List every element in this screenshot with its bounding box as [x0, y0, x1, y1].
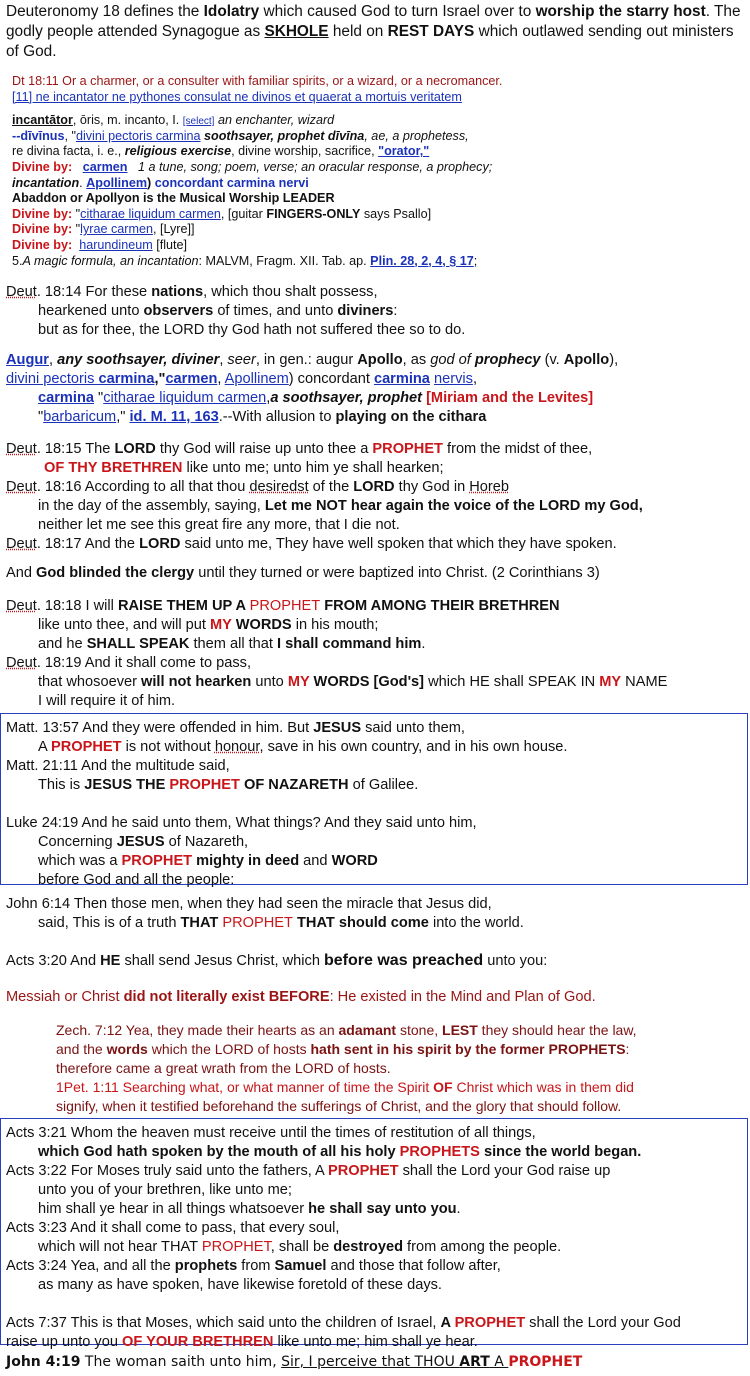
- deut-1814: Deut. 18:14 For these nations, which thou shalt possess, hearkened unto observers of times, and unto diviners: but as for thee, the LORD thy God hath not suffered thee so to do.: [6, 284, 466, 338]
- deut-1811-quote: Dt 18:11 Or a charmer, or a consulter with familiar spirits, or a wizard, or a necromancer.: [12, 74, 503, 88]
- lexicon-excerpt: Dt 18:11 Or a charmer, or a consulter with familiar spirits, or a wizard, or a necromancer. [11] ne incantator ne pythones consulat ne divinos et quaerat a mortuis veritatem incantātor, ōris, m. incanto, I. [select] an enchanter, wizard --dīvīnus, "divini pectoris carmina soothsayer, prophet dīvīna, ae, a prophetess, re divina facta, i. e., religious exercise, divine worship, sacrifice, "orator," Divine by: carmen 1 a tune, song; poem, verse; an oracular response, a prophecy; incantation. Apollinem) concordant carmina nervi Abaddon or Apollyon is the Musical Worship LEADER Divine by: "citharae liquidum carmen, [guitar FINGERS-ONLY says Psallo] Divine by: "lyrae carmen, [Lyre]] Divine by: harundineum [flute] 5.A magic formula, an incantation: MALVM, Fragm. XII. Tab. ap. Plin. 28, 2, 4, § 17;: [12, 74, 740, 269]
- messiah-note: Messiah or Christ did not literally exist BEFORE: He existed in the Mind and Plan of God.: [6, 989, 596, 1005]
- zech-1pet-quote: Zech. 7:12 Yea, they made their hearts as an adamant stone, LEST they should hear the law, and the words which the LORD of hosts hath sent in his spirit by the former PROPHETS: therefore came a great wrath from the LORD of hosts. 1Pet. 1:11 Searching what, or what manner of time the Spirit OF Christ which was in them did signify, when it testified beforehand the sufferings of Christ, and the glory that should follow.: [56, 1022, 637, 1114]
- acts-320: Acts 3:20 And HE shall send Jesus Christ, which before was preached unto you:: [6, 952, 548, 969]
- john-419: John 4:19 The woman saith unto him, Sir, I perceive that THOU ART A PROPHET: [6, 1354, 583, 1370]
- augur-lexicon: Augur, any soothsayer, diviner, seer, in gen.: augur Apollo, as god of prophecy (v. Apollo), divini pectoris carmina,"carmen, Apollinem) concordant carmina nervis, carmina "citharae liquidum carmen,a soothsayer, prophet [Miriam and the Levites] "barbaricum," id. M. 11, 163.--With allusion to playing on the cithara: [6, 352, 619, 425]
- blinded-clergy-note: And God blinded the clergy until they turned or were baptized into Christ. (2 Corinthians 3): [6, 565, 600, 581]
- deut-1818-1819: Deut. 18:18 I will RAISE THEM UP A PROPHET FROM AMONG THEIR BRETHREN like unto thee, and will put MY WORDS in his mouth; and he SHALL SPEAK them all that I shall command him. Deut. 18:19 And it shall come to pass, that whosoever will not hearken unto MY WORDS [God's] which HE shall SPEAK IN MY NAME I will require it of him.: [6, 598, 668, 709]
- latin-vulgate: [11] ne incantator ne pythones consulat ne divinos et quaerat a mortuis veritatem: [12, 89, 462, 104]
- gospels-prophet-text: Matt. 13:57 And they were offended in him. But JESUS said unto them, A PROPHET is not without honour, save in his own country, and in his own house. Matt. 21:11 And the multitude said, This is JESUS THE PROPHET OF NAZARETH of Galilee. Luke 24:19 And he said unto them, What things? And they said unto him, Concerning JESUS of Nazareth, which was a PROPHET mighty in deed and WORD before God and all the people:: [6, 720, 568, 888]
- deut-1815-1817: Deut. 18:15 The LORD thy God will raise up unto thee a PROPHET from the midst of thee, OF THY BRETHREN like unto me; unto him ye shall hearken; Deut. 18:16 According to all that thou desiredst of the LORD thy God in Horeb in the day of the assembly, saying, Let me NOT hear again the voice of the LORD my God, neither let me see this great fire any more, that I die not. Deut. 18:17 And the LORD said unto me, They have well spoken that which they have spoken.: [6, 441, 643, 552]
- select-link[interactable]: [select]: [182, 116, 215, 128]
- john-614: John 6:14 Then those men, when they had seen the miracle that Jesus did, said, This is of a truth THAT PROPHET THAT should come into the world.: [6, 896, 524, 931]
- acts-prophet-text: Acts 3:21 Whom the heaven must receive until the times of restitution of all things, which God hath spoken by the mouth of all his holy PROPHETS since the world began. Acts 3:22 For Moses truly said unto the fathers, A PROPHET shall the Lord your God raise up unto you of your brethren, like unto me; him shall ye hear in all things whatsoever he shall say unto you. Acts 3:23 And it shall come to pass, that every soul, which will not hear THAT PROPHET, shall be destroyed from among the people. Acts 3:24 Yea, and all the prophets from Samuel and those that follow after, as many as have spoken, have likewise foretold of these days. Acts 7:37 This is that Moses, which said unto the children of Israel, A PROPHET shall the Lord your God raise up unto you OF YOUR BRETHREN like unto me; him shall ye hear.: [6, 1125, 681, 1350]
- intro-paragraph: Deuteronomy 18 defines the Idolatry which caused God to turn Israel over to worship the starry host. The godly people attended Synagogue as SKHOLE held on REST DAYS which outlawed sending out ministers of God.: [6, 3, 741, 60]
